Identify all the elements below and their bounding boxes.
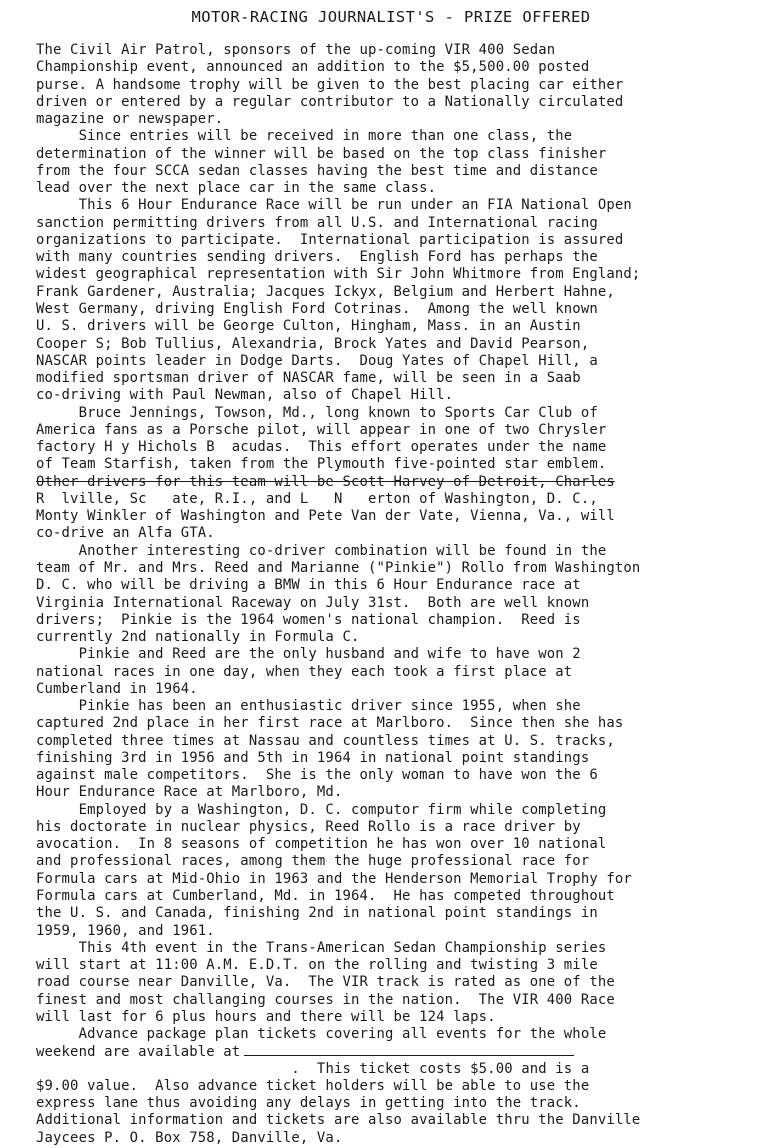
text-line: NASCAR points leader in Dodge Darts. Doug Yates of Chapel Hill, a bbox=[36, 352, 598, 369]
text-line: Since entries will be received in more than one class, the bbox=[36, 128, 573, 145]
text-line: avocation. In 8 seasons of competition he has won over 10 national bbox=[36, 836, 607, 853]
text-line: The Civil Air Patrol, sponsors of the up-coming VIR 400 Sedan bbox=[36, 42, 556, 58]
text-line: determination of the winner will be based on the top class finisher bbox=[36, 145, 607, 162]
text-line: team of Mr. and Mrs. Reed and Marianne ("Pinkie") Rollo from Washington bbox=[36, 559, 641, 576]
page-title: MOTOR-RACING JOURNALIST'S - PRIZE OFFERED bbox=[191, 8, 591, 26]
text-line: R lville, Sc ate, R.I., and L N erton of Washington, D. C., bbox=[36, 490, 598, 507]
text-line: Employed by a Washington, D. C. computor firm while completing bbox=[36, 801, 607, 818]
text-line: Additional information and tickets are also available thru the Danville bbox=[36, 1112, 641, 1129]
text-line: Monty Winkler of Washington and Pete Van der Vate, Vienna, Va., will bbox=[36, 508, 615, 525]
text-line: This 4th event in the Trans-American Sedan Championship series bbox=[36, 939, 607, 956]
text-line: finest and most challanging courses in the nation. The VIR 400 Race bbox=[36, 991, 615, 1008]
text-line: Formula cars at Mid-Ohio in 1963 and the Henderson Memorial Trophy for bbox=[36, 870, 632, 887]
text-line: from the four SCCA sedan classes having the best time and distance bbox=[36, 162, 598, 179]
text-line: West Germany, driving English Ford Cotrinas. Among the well known bbox=[36, 300, 598, 317]
text-line: lead over the next place car in the same class. bbox=[36, 180, 437, 197]
text-line: driven or entered by a regular contributor to a Nationally circulated bbox=[36, 93, 624, 110]
text-line: with many countries sending drivers. English Ford has perhaps the bbox=[36, 249, 598, 266]
text-line: of Team Starfish, taken from the Plymouth five-pointed star emblem. bbox=[36, 456, 607, 473]
text-line: completed three times at Nassau and countless times at U. S. tracks, bbox=[36, 732, 615, 749]
text-line: Hour Endurance Race at Marlboro, Md. bbox=[36, 784, 343, 801]
text-line: finishing 3rd in 1956 and 5th in 1964 in national point standings bbox=[36, 749, 590, 766]
text-line: widest geographical representation with Sir John Whitmore from England; bbox=[36, 266, 641, 283]
text-line: Championship event, announced an addition to the $5,500.00 posted bbox=[36, 59, 590, 76]
ticket-cost-text: . This ticket costs $5.00 and is a bbox=[291, 1060, 590, 1077]
text-line: will last for 6 plus hours and there will be 124 laps. bbox=[36, 1008, 496, 1025]
text-line: co-drive an Alfa GTA. bbox=[36, 525, 215, 542]
text-line: express lane thus avoiding any delays in getting into the track. bbox=[36, 1095, 581, 1112]
text-line: Bruce Jennings, Towson, Md., long known to Sports Car Club of bbox=[36, 404, 598, 421]
text-line: his doctorate in nuclear physics, Reed Rollo is a race driver by bbox=[36, 818, 581, 835]
text-line: Advance package plan tickets covering all events for the whole bbox=[36, 1026, 607, 1043]
text-line: Another interesting co-driver combination will be found in the bbox=[36, 542, 607, 559]
text-line: modified sportsman driver of NASCAR fame, will be seen in a Saab bbox=[36, 370, 581, 387]
article-body bbox=[36, 42, 776, 1147]
text-line: Cumberland in 1964. bbox=[36, 680, 198, 697]
text-line: Pinkie and Reed are the only husband and wife to have won 2 bbox=[36, 646, 581, 663]
text-line: drivers; Pinkie is the 1964 women's national champion. Reed is bbox=[36, 611, 581, 628]
ticket-line-prefix: weekend are available at bbox=[36, 1044, 241, 1061]
text-line: Formula cars at Cumberland, Md. in 1964. He has competed throughout bbox=[36, 888, 615, 905]
text-line: against male competitors. She is the only woman to have won the 6 bbox=[36, 767, 598, 784]
text-line: road course near Danville, Va. The VIR track is rated as one of the bbox=[36, 974, 615, 991]
text-line: Jaycees P. O. Box 758, Danville, Va. bbox=[36, 1129, 343, 1146]
text-line: purse. A handsome trophy will be given to the best placing car either bbox=[36, 76, 624, 93]
text-line: national races in one day, when they each took a first place at bbox=[36, 663, 573, 680]
text-line: factory H y Hichols B acudas. This effort operates under the name bbox=[36, 439, 607, 456]
text-line: the U. S. and Canada, finishing 2nd in national point standings in bbox=[36, 905, 598, 922]
text-line: 1959, 1960, and 1961. bbox=[36, 922, 215, 939]
text-line: Other drivers for this team will be Scott Harvey of Detroit, Charles bbox=[36, 473, 615, 490]
text-line: currently 2nd nationally in Formula C. bbox=[36, 629, 360, 646]
text-line: Pinkie has been an enthusiastic driver since 1955, when she bbox=[36, 698, 581, 715]
text-line: America fans as a Porsche pilot, will appear in one of two Chrysler bbox=[36, 421, 607, 438]
text-line: D. C. who will be driving a BMW in this 6 Hour Endurance race at bbox=[36, 577, 581, 594]
text-line: U. S. drivers will be George Culton, Hingham, Mass. in an Austin bbox=[36, 318, 581, 335]
text-line: captured 2nd place in her first race at Marlboro. Since then she has bbox=[36, 715, 624, 732]
text-line: This 6 Hour Endurance Race will be run under an FIA National Open bbox=[36, 197, 632, 214]
text-line: magazine or newspaper. bbox=[36, 111, 224, 128]
ticket-line bbox=[36, 1043, 776, 1060]
text-line: Virginia International Raceway on July 31st. Both are well known bbox=[36, 594, 590, 611]
text-line: $9.00 value. Also advance ticket holders will be able to use the bbox=[36, 1077, 590, 1094]
text-line: co-driving with Paul Newman, also of Chapel Hill. bbox=[36, 387, 454, 404]
text-line: sanction permitting drivers from all U.S. and International racing bbox=[36, 214, 598, 231]
fill-in-blank bbox=[244, 1043, 574, 1056]
text-line: organizations to participate. International participation is assured bbox=[36, 231, 624, 248]
text-line: Frank Gardener, Australia; Jacques Ickyx, Belgium and Herbert Hahne, bbox=[36, 283, 615, 300]
text-line: Cooper S; Bob Tullius, Alexandria, Brock Yates and David Pearson, bbox=[36, 335, 590, 352]
text-line: will start at 11:00 A.M. E.D.T. on the rolling and twisting 3 mile bbox=[36, 957, 598, 974]
text-line: and professional races, among them the huge professional race for bbox=[36, 853, 590, 870]
ticket-line-continued bbox=[36, 1061, 776, 1078]
